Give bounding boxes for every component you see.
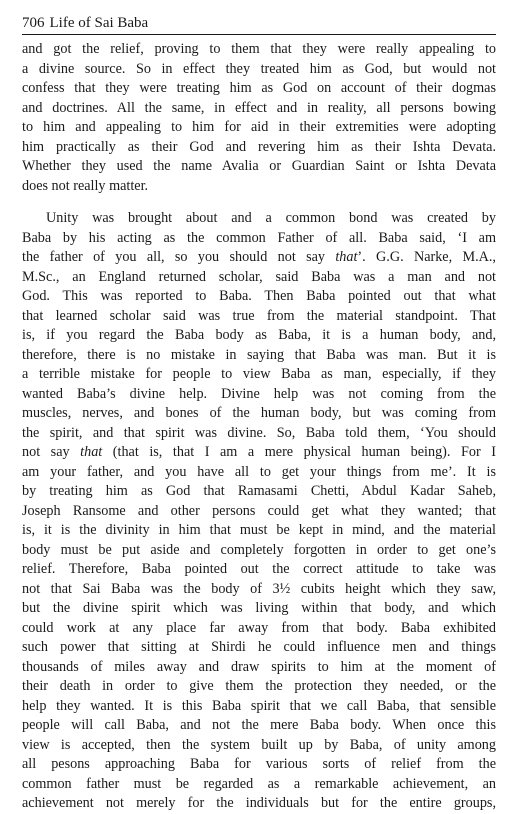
text-line: and got the relief, proving to them that they were really appealing to <box>22 41 496 57</box>
text-line: M.Sc., an England returned scholar, said Baba was a man and not <box>22 268 496 285</box>
header-rule <box>22 34 496 35</box>
text-line: a terrible mistake for people to view Baba as man, especially, if they <box>22 366 496 382</box>
text-line: that learned scholar said was true from the material standpoint. That <box>22 307 496 324</box>
text-line: people will call Baba, and not the mere Baba body. When once this <box>22 717 496 733</box>
text-line: common father must be regarded as a remarkable achievement, an <box>22 775 496 792</box>
text-line: is, it is the divinity in him that must be kept in mind, and the material <box>22 522 496 538</box>
running-header <box>22 14 496 32</box>
running-title: Life of Sai Baba <box>49 15 149 31</box>
text-line: and doctrines. All the same, in effect and in reality, all persons bowing <box>22 99 496 116</box>
text-line: muscles, nerves, and bones of the human body, but was coming from <box>22 405 496 421</box>
text-line: Joseph Ransome and other persons could get what they wanted; that <box>22 502 496 519</box>
text-line: help they wanted. It is this Baba spirit that we call Baba, that sensible <box>22 697 496 714</box>
text-line: such power that sitting at Shirdi he could influence men and things <box>22 639 496 655</box>
page-number: 706 <box>22 15 45 31</box>
text-line: the spirit, and that spirit was divine. So, Baba told them, ‘You should <box>22 424 496 441</box>
text-line: is, if you regard the Baba body as Baba, it is a human body, and, <box>22 327 496 343</box>
text-line: Whether they used the name Avalia or Guardian Saint or Ishta Devata <box>22 158 496 174</box>
text-line: am your father, and you have all to get your things from me’. It is <box>22 463 496 480</box>
text-line: by treating him as God that Ramasami Chetti, Abdul Kadar Saheb, <box>22 483 496 499</box>
text-line: God. This was reported to Baba. Then Baba pointed out that what <box>22 288 496 304</box>
text-line: body must be put aside and completely forgotten in order to get one’s <box>22 541 496 558</box>
text-line: relief. Therefore, Baba pointed out the correct attitude to take was <box>22 561 496 577</box>
text-line: not say that (that is, that I am a mere physical human being). For I <box>22 444 496 460</box>
text-line: thousands of miles away and draw spirits to him at the moment of <box>22 658 496 675</box>
text-line: could work at any place far away from that body. Baba exhibited <box>22 619 496 636</box>
text-line: to him and appealing to him for aid in their extremities were adopting <box>22 119 496 135</box>
text-line: therefore, there is no mistake in saying that Baba was man. But it is <box>22 346 496 363</box>
text-line: does not really matter. <box>22 177 149 194</box>
book-page <box>22 14 496 814</box>
text-line: him practically as their God and revering him as their Ishta Devata. <box>22 138 496 155</box>
text-line: but the divine spirit which was living within that body, and which <box>22 600 496 616</box>
text-line: all pesons approaching Baba for various sorts of relief from the <box>22 756 496 772</box>
text-line: the father of you all, so you should not say that’. G.G. Narke, M.A., <box>22 249 496 265</box>
text-line: wanted Baba’s divine help. Divine help was not coming from the <box>22 385 496 402</box>
text-line: achievement not merely for the individuals but for the entire groups, <box>22 795 496 811</box>
text-line: Baba by his acting as the common Father of all. Baba said, ‘I am <box>22 229 496 246</box>
paragraph-continued <box>22 40 496 196</box>
paragraph-unity <box>22 209 496 814</box>
text-line: confess that they were treating him as God on account of their dogmas <box>22 80 496 96</box>
text-line: their death in order to give them the protection they needed, or the <box>22 678 496 694</box>
text-line: a divine source. So in effect they treated him as God, but would not <box>22 60 496 77</box>
text-line: view is accepted, then the system built up by Baba, of unity among <box>22 736 496 753</box>
text-line: Unity was brought about and a common bond was created by <box>46 210 496 226</box>
text-line: not that Sai Baba was the body of 3½ cubits height which they saw, <box>22 580 496 597</box>
